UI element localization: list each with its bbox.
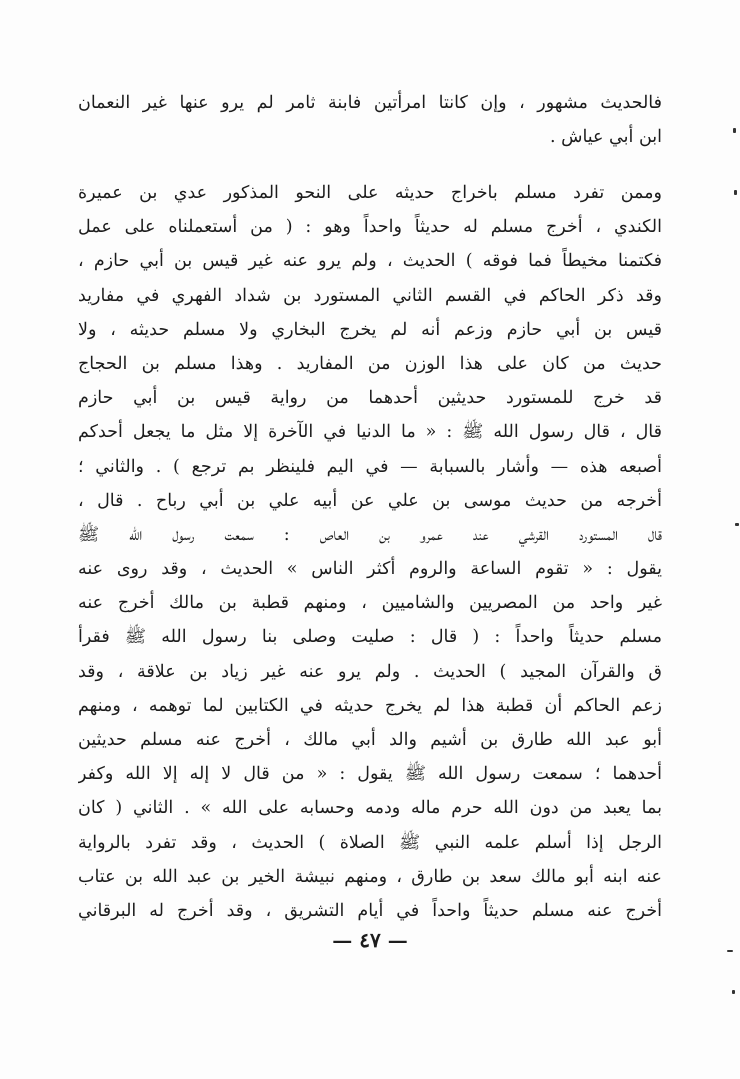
page-number: — ٤٧ — bbox=[332, 928, 408, 952]
scan-speck bbox=[732, 990, 735, 994]
text-line: غير واحد من المصريين والشاميين ، ومنهم قطبة بن مالك أخرج عنه bbox=[78, 593, 662, 614]
text-line: أصبعه هذه — وأشار بالسبابة — في اليم فلينظر بم ترجع ) . والثاني ؛ bbox=[78, 456, 662, 477]
text-line: قال ، قال رسول الله ﷺ : « ما الدنيا في الآخرة إلا مثل ما يجعل أحدكم bbox=[78, 422, 662, 443]
text-line: حديث من كان على هذا الوزن من المفاريد . وهذا مسلم بن الحجاج bbox=[78, 353, 662, 374]
text-line: أبو عبد الله طارق بن أشيم والد أبي مالك ، أخرج عنه مسلم حديثين bbox=[78, 730, 662, 750]
text-line: أخرجه من حديث موسى بن علي عن أبيه علي بن أبي رباح . قال ، bbox=[78, 490, 662, 511]
text-line: قيس بن أبي حازم وزعم أنه لم يخرج البخاري ولا مسلم حديثه ، ولا bbox=[78, 319, 662, 340]
text-line: أخرج عنه مسلم حديثاً واحداً في أيام التشريق ، وقد أخرج له البرقاني bbox=[78, 900, 662, 921]
text-line: قد خرج للمستورد حديثين أحدهما من رواية قيس بن أبي حازم bbox=[78, 388, 662, 409]
text-line: زعم الحاكم أن قطبة هذا لم يخرج حديثه في الكتابين لما توهمه ، ومنهم bbox=[78, 695, 662, 716]
text-line: أحدهما ؛ سمعت رسول الله ﷺ يقول : « من قال لا إله إلا الله وكفر bbox=[78, 764, 662, 785]
text-line: ق والقرآن المجيد ) الحديث . ولم يرو عنه غير زياد بن علاقة ، وقد bbox=[78, 661, 662, 682]
text-line: بما يعبد من دون الله حرم ماله ودمه وحسابه على الله » . الثاني ( كان bbox=[78, 798, 662, 819]
text-line: ابن أبي عياش . bbox=[549, 127, 662, 148]
text-line: الرجل إذا أسلم علمه النبي ﷺ الصلاة ) الحديث ، وقد تفرد بالرواية bbox=[78, 832, 662, 853]
text-line: عنه ابنه أبو مالك سعد بن طارق ، ومنهم نبيشة الخير بن عبد الله بن عتاب bbox=[78, 866, 662, 887]
scan-speck bbox=[734, 190, 737, 195]
text-line: الكندي ، أخرج مسلم له حديثاً واحداً وهو : ( من أستعملناه على عمل bbox=[78, 217, 662, 238]
text-line: فكتمنا مخيطاً فما فوقه ) الحديث ، ولم يرو عنه غير قيس بن أبي حازم ، bbox=[78, 251, 662, 272]
paragraph-1 bbox=[78, 86, 662, 154]
scan-speck bbox=[733, 128, 736, 133]
text-line: وممن تفرد مسلم باخراج حديثه على النحو المذكور عدي بن عميرة bbox=[78, 183, 662, 203]
text-line: وقد ذكر الحاكم في القسم الثاني المستورد بن شداد الفهري في مفاريد bbox=[78, 285, 662, 306]
text-line: يقول : « تقوم الساعة والروم أكثر الناس » الحديث ، وقد روى عنه bbox=[78, 559, 662, 580]
scan-speck bbox=[735, 523, 739, 526]
paragraph-2 bbox=[78, 176, 662, 928]
text-line: فالحديث مشهور ، وإن كانتا امرأتين فابنة ثامر لم يرو عنها غير النعمان bbox=[78, 93, 662, 113]
scan-speck bbox=[727, 950, 733, 952]
text-line: مسلم حديثاً واحداً : ( قال : صليت وصلى بنا رسول الله ﷺ فقرأ bbox=[78, 627, 662, 648]
text-line: قال المستورد القرشي عند عمرو بن العاص : سمعت رسول الله ﷺ bbox=[78, 524, 662, 545]
